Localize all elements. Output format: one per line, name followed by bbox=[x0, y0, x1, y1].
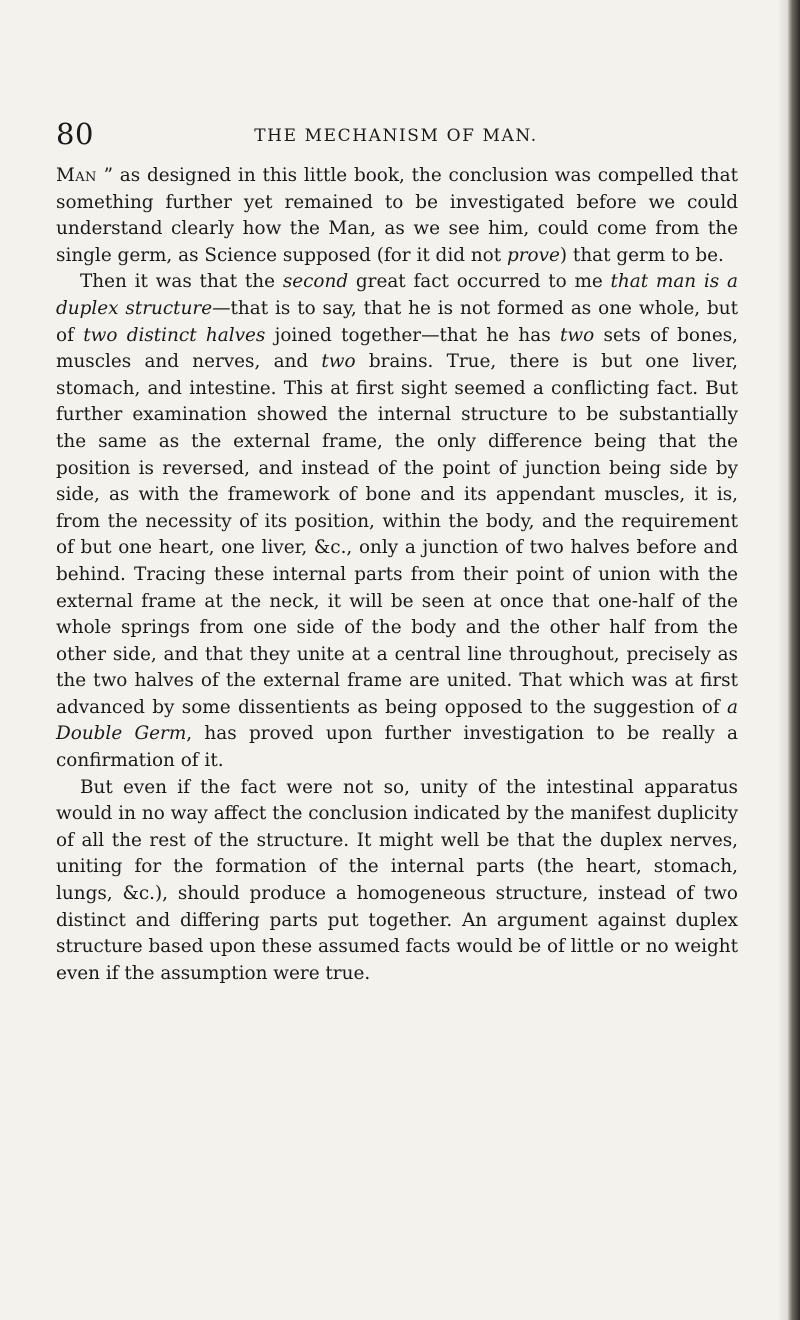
paragraph-3-span: But even if the fact were not so, unity of the intestinal apparatus would in no way affect the conclusion indicated by the manifest duplicity of all the rest of the structure. It might well be that the duplex nerves, uniting for the formation of the internal parts (the heart, stomach, lungs, &c.), should produce a homogeneous structure, instead of two distinct and differing parts put together. An argument against duplex structure based upon these assumed facts would be of little or no weight even if the assumption were true. bbox=[56, 776, 738, 984]
paragraph-2-span: sets of bones, muscles and nerves, and bbox=[56, 324, 738, 373]
paragraph-2 bbox=[56, 269, 738, 774]
paragraph-3 bbox=[56, 775, 738, 988]
paragraph-2-span: , has proved upon further investigation to be really a confirmation of it. bbox=[56, 723, 738, 772]
paragraph-1 bbox=[56, 163, 738, 269]
paragraph-1-span: Man bbox=[56, 165, 97, 186]
paragraph-1-span: ” as designed in this little book, the conclusion was compelled that something further yet remained to be investigated before we could understand clearly how the Man, as we see him, could come from the single germ, as Science supposed (for it did not bbox=[56, 165, 738, 266]
paragraph-2-italic: second bbox=[282, 271, 349, 293]
paragraph-1-span: ) that germ to be. bbox=[559, 244, 724, 266]
binding-shadow bbox=[778, 0, 788, 1320]
paragraph-2-italic: two distinct halves bbox=[83, 324, 266, 346]
paragraph-2-span: —that is to say, that he is not formed as one whole, but of bbox=[56, 297, 739, 346]
paragraph-2-span: joined together—that he has bbox=[265, 324, 560, 346]
page-header bbox=[56, 116, 736, 156]
paragraph-2-italic: two bbox=[559, 324, 595, 346]
page-edge bbox=[788, 0, 800, 1320]
paragraph-2-italic: that man is a duplex structure bbox=[56, 271, 738, 319]
body-text bbox=[56, 163, 738, 987]
paragraph-2-span: Then it was that the bbox=[80, 271, 283, 293]
page-number: 80 bbox=[56, 117, 94, 151]
paragraph-1-italic: prove bbox=[506, 244, 560, 266]
paragraph-2-span: great fact occurred to me bbox=[348, 271, 611, 293]
paragraph-2-span: brains. True, there is but one liver, stomach, and intestine. This at first sight seemed a conflicting fact. But further examination showed the internal structure to be substantially the same as the external frame, the only difference being that the position is reversed, and instead of the point of junction being side by side, as with the framework of bone and its appendant muscles, it is, from the necessity of its position, within the body, and the requirement of but one heart, one liver, &c., only a junction of two halves before and behind. Tracing these internal parts from their point of union with the external frame at the neck, it will be seen at once that one-half of the whole springs from one side of the body and the other half from the other side, and that they unite at a central line throughout, precisely as the two halves of the external frame are united. That which was at first advanced by some dissentients as being opposed to the suggestion of bbox=[56, 351, 738, 718]
paragraph-2-italic: two bbox=[321, 351, 356, 373]
running-head: THE MECHANISM OF MAN. bbox=[254, 126, 538, 146]
paragraph-2-italic: a Double Germ bbox=[56, 696, 738, 745]
